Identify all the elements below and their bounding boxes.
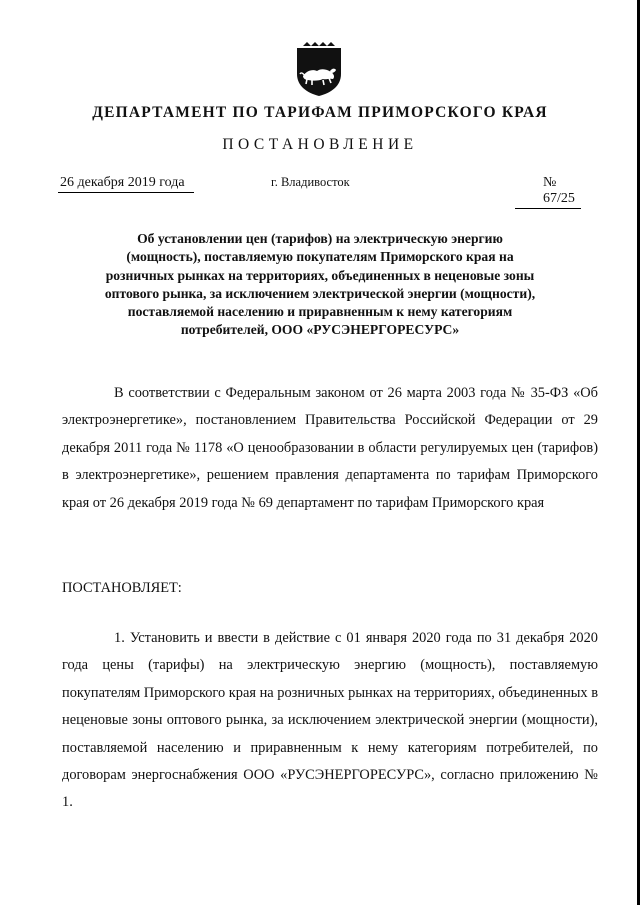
preamble-paragraph: В соответствии с Федеральным законом от 26 марта 2003 года № 35-ФЗ «Об электроэнергетике», постановлением Правительства Российской Федерации от 29 декабря 2011 года № 1178 «О ценообразовании в области регулируемых цен (тарифов) в электроэнергетике», решением правления департамента по тарифам Приморского края от 26 декабря 2019 года № 69 департамент по тарифам Приморского края — [62, 385, 598, 511]
item-1-paragraph: 1. Установить и ввести в действие с 01 января 2020 года по 31 декабря 2020 года цены (тарифы) на электрическую энергию (мощность), поставляемую покупателям Приморского края на розничных рынках на территориях, объединенных в неценовые зоны оптового рынка, за исключением электрической энергии (мощности), поставляемой населению и приравненным к нему категориям потребителей, по договорам энергоснабжения ООО «РУСЭНЕРГОРЕСУРС», согласно приложению № 1. — [62, 630, 598, 811]
document-subject: Об установлении цен (тарифов) на электрическую энергию (мощность), поставляемую покупателям Приморского края на розничных рынках на территориях, объединенных в неценовые зоны оптового рынка, за исключением электрической энергии (мощности), поставляемой населению и приравненным к нему категориям потребителей, ООО «РУСЭНЕРГОРЕСУРС» — [104, 231, 536, 338]
resolves-heading: ПОСТАНОВЛЯЕТ: — [62, 580, 182, 596]
document-type: ПОСТАНОВЛЕНИЕ — [222, 136, 418, 153]
document-city: г. Владивосток — [271, 175, 350, 189]
document-date: 26 декабря 2019 года — [58, 175, 194, 193]
department-name: ДЕПАРТАМЕНТ ПО ТАРИФАМ ПРИМОРСКОГО КРАЯ — [92, 104, 548, 121]
document-number: № 67/25 — [515, 175, 581, 209]
primorsky-krai-coat-of-arms-icon — [293, 42, 345, 98]
